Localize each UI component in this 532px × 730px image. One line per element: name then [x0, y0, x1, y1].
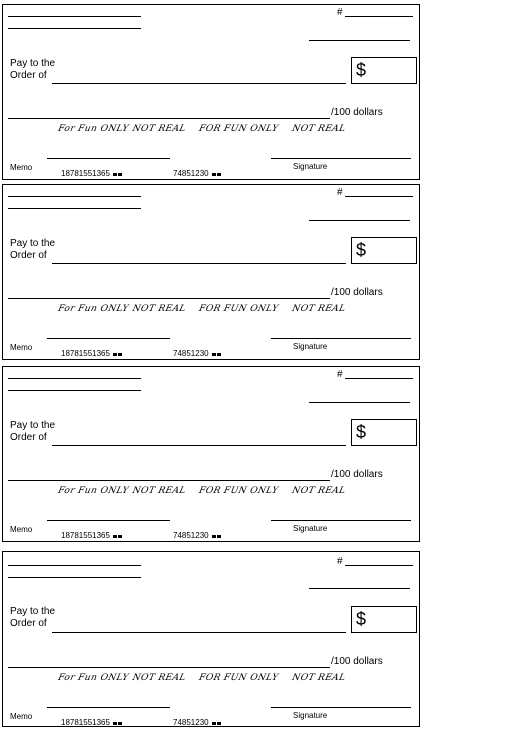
dollar-sign-icon: $ — [356, 609, 367, 629]
check-1 — [2, 4, 420, 180]
novelty-notice: For Fun ONLY NOT REAL FOR FUN ONLY NOT REAL — [57, 486, 347, 496]
amount-words-line[interactable] — [8, 667, 330, 668]
check-number-symbol: # — [337, 369, 343, 380]
routing-number: 18781551365 — [61, 532, 122, 540]
micr-symbol-icon — [112, 719, 122, 727]
drawer-address-line — [8, 28, 141, 29]
routing-number: 18781551365 — [61, 719, 122, 727]
micr-symbol-icon — [112, 532, 122, 540]
account-number: 74851230 — [173, 719, 221, 727]
signature-line[interactable] — [271, 338, 411, 339]
drawer-address-line — [8, 577, 141, 578]
dollars-label: /100 dollars — [331, 287, 383, 298]
check-number-symbol: # — [337, 556, 343, 567]
signature-label: Signature — [293, 711, 328, 720]
amount-words-line[interactable] — [8, 480, 330, 481]
check-2 — [2, 184, 420, 360]
novelty-notice: For Fun ONLY NOT REAL FOR FUN ONLY NOT REAL — [57, 124, 347, 134]
memo-line[interactable] — [47, 707, 170, 708]
memo-line[interactable] — [47, 520, 170, 521]
dollar-sign-icon: $ — [356, 60, 367, 80]
amount-box[interactable] — [351, 606, 417, 633]
micr-symbol-icon — [112, 170, 122, 178]
memo-line[interactable] — [47, 158, 170, 159]
micr-symbol-icon — [211, 532, 221, 540]
check-number-symbol: # — [337, 7, 343, 18]
date-line[interactable] — [309, 588, 410, 589]
check-number-symbol: # — [337, 187, 343, 198]
check-number-line[interactable] — [345, 16, 413, 17]
drawer-name-line — [8, 196, 141, 197]
pay-to-label: Pay to the Order of — [10, 238, 56, 261]
drawer-name-line — [8, 16, 141, 17]
memo-label: Memo — [10, 343, 33, 352]
payee-line[interactable] — [52, 263, 346, 264]
routing-number: 18781551365 — [61, 170, 122, 178]
signature-label: Signature — [293, 524, 328, 533]
pay-to-label: Pay to the Order of — [10, 58, 56, 81]
memo-line[interactable] — [47, 338, 170, 339]
memo-label: Memo — [10, 163, 33, 172]
account-number: 74851230 — [173, 350, 221, 358]
routing-number: 18781551365 — [61, 350, 122, 358]
signature-line[interactable] — [271, 158, 411, 159]
memo-label: Memo — [10, 525, 33, 534]
micr-symbol-icon — [211, 170, 221, 178]
drawer-name-line — [8, 565, 141, 566]
drawer-address-line — [8, 208, 141, 209]
check-number-line[interactable] — [345, 378, 413, 379]
date-line[interactable] — [309, 220, 410, 221]
novelty-notice: For Fun ONLY NOT REAL FOR FUN ONLY NOT REAL — [57, 304, 347, 314]
amount-words-line[interactable] — [8, 298, 330, 299]
dollar-sign-icon: $ — [356, 240, 367, 260]
payee-line[interactable] — [52, 83, 346, 84]
micr-symbol-icon — [211, 350, 221, 358]
dollars-label: /100 dollars — [331, 107, 383, 118]
micr-symbol-icon — [211, 719, 221, 727]
check-4 — [2, 551, 420, 727]
payee-line[interactable] — [52, 445, 346, 446]
pay-to-label: Pay to the Order of — [10, 606, 56, 629]
check-number-line[interactable] — [345, 196, 413, 197]
dollars-label: /100 dollars — [331, 656, 383, 667]
payee-line[interactable] — [52, 632, 346, 633]
signature-line[interactable] — [271, 520, 411, 521]
dollar-sign-icon: $ — [356, 422, 367, 442]
amount-box[interactable] — [351, 57, 417, 84]
memo-label: Memo — [10, 712, 33, 721]
account-number: 74851230 — [173, 532, 221, 540]
date-line[interactable] — [309, 40, 410, 41]
amount-box[interactable] — [351, 419, 417, 446]
micr-symbol-icon — [112, 350, 122, 358]
amount-words-line[interactable] — [8, 118, 330, 119]
dollars-label: /100 dollars — [331, 469, 383, 480]
date-line[interactable] — [309, 402, 410, 403]
amount-box[interactable] — [351, 237, 417, 264]
signature-label: Signature — [293, 342, 328, 351]
signature-label: Signature — [293, 162, 328, 171]
account-number: 74851230 — [173, 170, 221, 178]
novelty-notice: For Fun ONLY NOT REAL FOR FUN ONLY NOT REAL — [57, 673, 347, 683]
check-number-line[interactable] — [345, 565, 413, 566]
drawer-name-line — [8, 378, 141, 379]
drawer-address-line — [8, 390, 141, 391]
signature-line[interactable] — [271, 707, 411, 708]
pay-to-label: Pay to the Order of — [10, 420, 56, 443]
check-3 — [2, 366, 420, 542]
